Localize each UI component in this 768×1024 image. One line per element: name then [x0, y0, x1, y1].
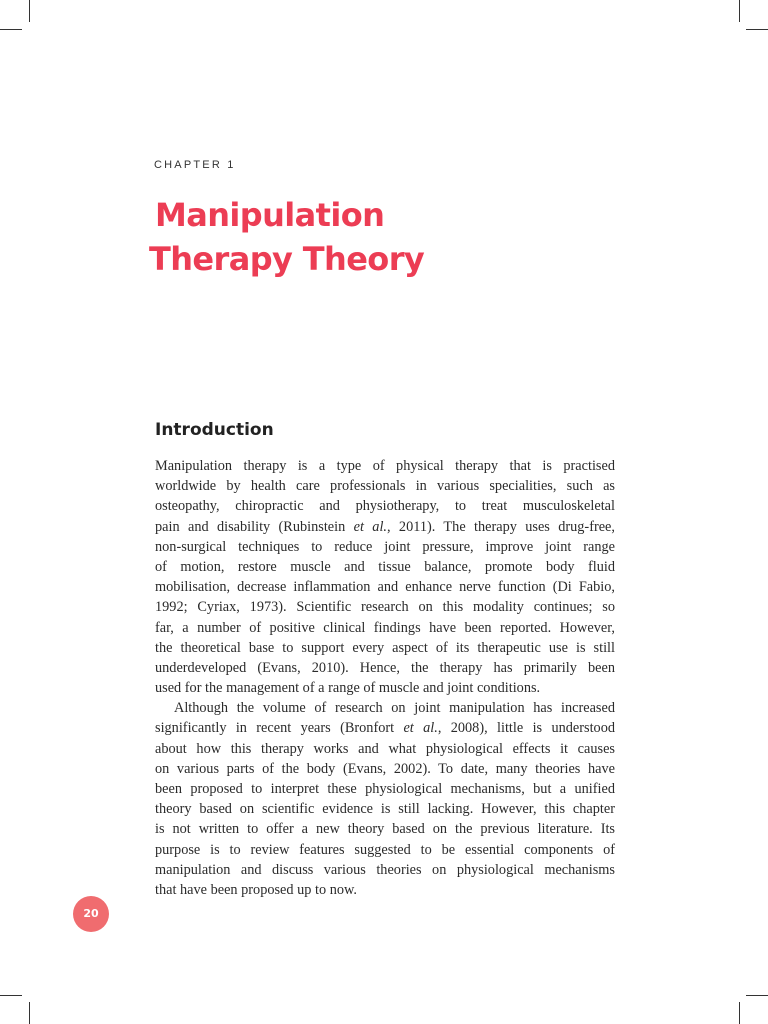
crop-mark-bottom-right-horizontal	[746, 995, 768, 996]
paragraph-line: been proposed to interpret these physiological mechanisms, but a unified	[155, 781, 615, 797]
paragraph-line: pain and disability (Rubinstein et al., 2011). The therapy uses drug-free,	[155, 518, 615, 535]
paragraph-1	[155, 456, 615, 698]
body-text	[155, 456, 615, 900]
paragraph-line: 1992; Cyriax, 1973). Scientific research on this modality continues; so	[155, 599, 615, 616]
crop-mark-top-left-horizontal	[0, 29, 22, 30]
crop-mark-bottom-left-vertical	[29, 1002, 30, 1024]
paragraph-line: of motion, restore muscle and tissue balance, promote body fluid	[155, 558, 615, 575]
paragraph-line: non-surgical techniques to reduce joint pressure, improve joint range	[155, 538, 615, 555]
paragraph-line: on various parts of the body (Evans, 2002). To date, many theories have	[155, 760, 615, 777]
page-number-badge: 20	[73, 896, 109, 932]
paragraph-line: mobilisation, decrease inflammation and enhance nerve function (Di Fabio,	[155, 579, 615, 596]
crop-mark-top-right-horizontal	[746, 29, 768, 30]
paragraph-2	[155, 698, 615, 900]
paragraph-line: purpose is to review features suggested to be essential components of	[155, 841, 615, 858]
paragraph-line: the theoretical base to support every aspect of its therapeutic use is still	[155, 639, 615, 656]
paragraph-line: significantly in recent years (Bronfort et al., 2008), little is understood	[155, 720, 616, 737]
chapter-title-line-1: Manipulation	[155, 196, 385, 234]
section-heading: Introduction	[155, 420, 274, 440]
chapter-title-line-2: Therapy Theory	[149, 240, 425, 278]
paragraph-line: far, a number of positive clinical findings have been reported. However,	[155, 619, 615, 636]
crop-mark-bottom-right-vertical	[739, 1002, 740, 1024]
paragraph-line: theory based on scientific evidence is still lacking. However, this chapter	[155, 801, 615, 818]
chapter-title	[149, 193, 424, 281]
paragraph-line: that have been proposed up to now.	[155, 881, 357, 898]
paragraph-line: is not written to offer a new theory based on the previous literature. Its	[155, 821, 615, 838]
paragraph-line: about how this therapy works and what physiological effects it causes	[155, 740, 615, 757]
crop-mark-top-right-vertical	[739, 0, 740, 22]
paragraph-line: worldwide by health care professionals in various specialities, such as	[155, 478, 615, 495]
paragraph-line: Manipulation therapy is a type of physical therapy that is practised	[155, 458, 615, 474]
crop-mark-top-left-vertical	[29, 0, 30, 22]
crop-mark-bottom-left-horizontal	[0, 995, 22, 996]
chapter-label: CHAPTER 1	[154, 159, 236, 171]
paragraph-line: Although the volume of research on joint manipulation has increased	[174, 700, 615, 717]
paragraph-line: manipulation and discuss various theories on physiological mechanisms	[155, 861, 615, 878]
paragraph-line: osteopathy, chiropractic and physiotherapy, to treat musculoskeletal	[155, 498, 615, 515]
paragraph-line: underdeveloped (Evans, 2010). Hence, the therapy has primarily been	[155, 659, 615, 676]
paragraph-line: used for the management of a range of muscle and joint conditions.	[155, 680, 541, 697]
